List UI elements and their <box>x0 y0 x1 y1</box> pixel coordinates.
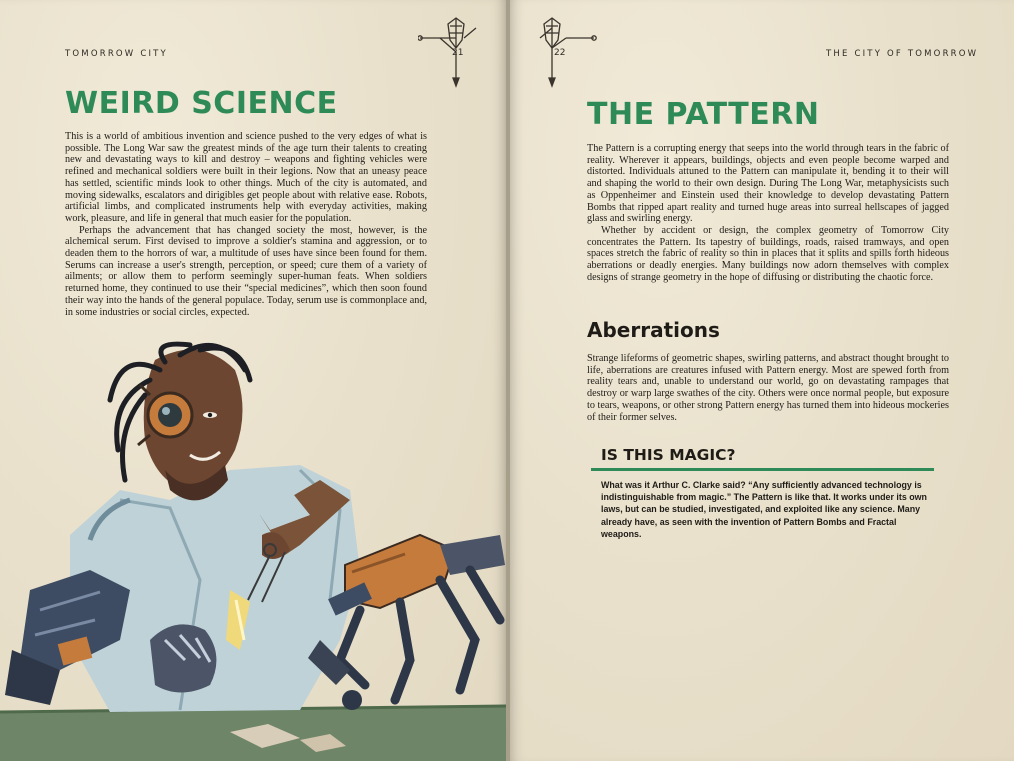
sidebar-divider <box>591 468 934 471</box>
left-page <box>0 0 506 761</box>
sidebar-title: IS THIS MAGIC? <box>601 446 736 464</box>
right-page <box>510 0 1014 761</box>
page-title-right: THE PATTERN <box>587 97 820 132</box>
page-number-left: 21 <box>452 48 464 58</box>
paragraph: This is a world of ambitious invention and science pushed to the very edges of what is possible. The Long War saw the greatest minds of the age turn their talents to creating new and devastating ways to kill and destroy – weapons and fighting vehicles were refined and mechanical soldiers were built in their legions. Now that an uneasy peace has settled, scientific minds look to other things. Much of the city is automated, and moving sidewalks, escalators and dirigibles get people about with relative ease. Robots, artificial limbs, and complicated instruments help with everyday activities, making work, pleasure, and life in general that much easier for the population. <box>65 131 427 224</box>
paragraph: Perhaps the advancement that has changed society the most, however, is the alchemical serum. First devised to improve a soldier's stamina and aggression, or to deaden them to the horrors of war, a multitude of uses have since been found for them. Serums can increase a user's strength, perception, or speed; cure them of a variety of ailments; or allow them to perform seemingly super-human feats. When soldiers returned home, they continued to use their “special medicines”, which then soon found their way into the hands of the general populace. Today, serum use is commonplace and, in some industries or social circles, expected. <box>65 224 427 318</box>
illustration-scientist-robot-dog <box>0 340 506 761</box>
section-heading-aberrations: Aberrations <box>587 318 720 342</box>
paragraph: The Pattern is a corrupting energy that seeps into the world through tears in the fabric of reality. Wherever it appears, buildings, objects and even people become warped and distorted. Individuals attuned to the Pattern can manipulate it, bending it to their will and shaping the world to their own design. During The Long War, metaphysicists such as Oppenheimer and Einstein used their knowledge to develop devastating Pattern Bombs that ripped apart reality and turned huge areas into surreal hellscapes of jagged glass and swirling energy. <box>587 143 949 225</box>
aberrations-body <box>587 353 949 423</box>
paragraph: Strange lifeforms of geometric shapes, swirling patterns, and abstract thought brought to life, aberrations are creatures infused with Pattern energy. Most are spewed forth from reality tears and, unable to understand our world, go on devastating rampages that destroy or warp large swathes of the city. Others were once normal people, but exposure to tears, weapons, or other strong Pattern energy has turned them into hideous mockeries of their former selves. <box>587 353 949 423</box>
sidebar-is-this-magic <box>591 446 934 540</box>
running-head-right: THE CITY OF TOMORROW <box>826 49 979 59</box>
page-title-left: WEIRD SCIENCE <box>65 86 338 121</box>
paragraph: Whether by accident or design, the complex geometry of Tomorrow City concentrates the Pattern. Its tapestry of buildings, roads, raised tramways, and open spaces stretch the fabric of reality so thin in places that it splits and spills forth hideous aberrations or deadly energies. Many buildings now adorn themselves with complex designs of strange geometry in the hope of diffusing or distributing the chaotic force. <box>587 224 949 283</box>
page-number-right: 22 <box>554 48 566 58</box>
sidebar-text: What was it Arthur C. Clarke said? “Any sufficiently advanced technology is indistinguishable from magic.” The Pattern is like that. It works under its own laws, but can be studied, investigated, and exploited like any science. Many already have, as seen with the invention of Pattern Bombs and Fractal weapons. <box>601 480 927 539</box>
pattern-body <box>587 143 949 283</box>
weird-science-body <box>65 131 427 318</box>
running-head-left: TOMORROW CITY <box>65 49 168 59</box>
